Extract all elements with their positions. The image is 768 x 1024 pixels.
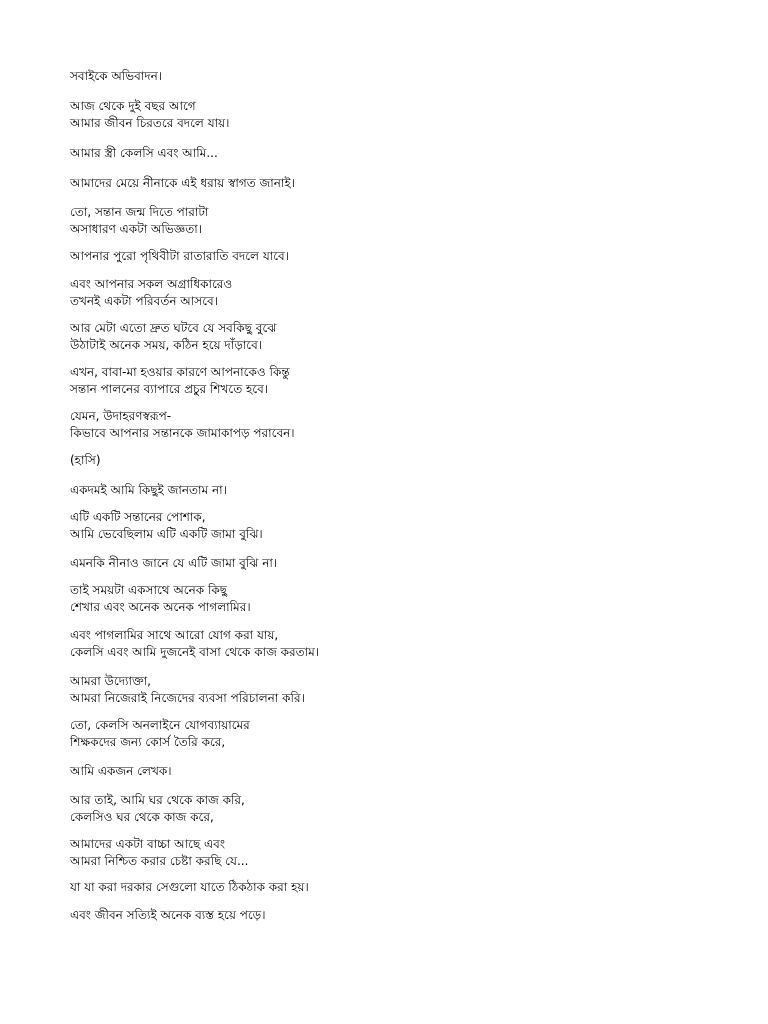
paragraph (70, 145, 218, 162)
paragraph (70, 364, 290, 398)
paragraph (70, 673, 305, 707)
paragraph (70, 763, 172, 780)
paragraph (70, 717, 250, 751)
text-line: যেমন, উদাহরণস্বরূপ- (70, 409, 172, 423)
paragraph (70, 555, 277, 572)
paragraph (70, 879, 309, 896)
text-line: আমাদের একটা বাচ্চা আছে এবং (70, 837, 225, 851)
text-line: আর মেটা এতো দ্রুত ঘটবে যে সবকিছু বুঝে (70, 321, 277, 335)
text-line: তো, কেলসি অনলাইনে যোগব্যায়ামের (70, 718, 250, 732)
paragraph (70, 204, 208, 238)
text-line: একদমই আমি কিছুই জানতাম না। (70, 483, 227, 497)
paragraph (70, 792, 245, 826)
text-line: কেলসি এবং আমি দুজনেই বাসা থেকে কাজ করতাম। (70, 645, 320, 659)
text-line: তখনই একটা পরিবর্তন আসবে। (70, 294, 219, 308)
paragraph (70, 408, 295, 442)
text-line: তো, সন্তান জন্ম দিতে পারাটা (70, 205, 209, 219)
text-line: সন্তান পালনের ব্যাপারে প্রচুর শিখতে হবে। (70, 382, 269, 396)
text-line: শিক্ষকদের জন্য কোর্স তৈরি করে, (70, 735, 226, 749)
paragraph (70, 320, 276, 354)
text-line: (হাসি) (70, 453, 101, 467)
text-line: আমরা নিশ্চিত করার চেষ্টা করছি যে... (70, 854, 249, 868)
paragraph (70, 276, 232, 310)
text-line: অসাধারণ একটা অভিজ্ঞতা। (70, 222, 203, 236)
text-line: এবং জীবন সত্যিই অনেক ব্যস্ত হয়ে পড়ে। (70, 908, 266, 922)
text-line: কিভাবে আপনার সন্তানকে জামাকাপড় পরাবেন। (70, 426, 295, 440)
paragraph (70, 175, 295, 192)
text-line: আমাদের মেয়ে নীনাকে এই ধরায় স্বাগত জানাই। (70, 176, 295, 190)
paragraph (70, 68, 162, 85)
text-line: আমি একজন লেখক। (70, 764, 172, 778)
text-line: আমার জীবন চিরতরে বদলে যায়। (70, 116, 230, 130)
paragraph (70, 98, 229, 132)
text-line: এমনকি নীনাও জানে যে এটি জামা বুঝি না। (70, 556, 278, 570)
text-line: এখন, বাবা-মা হওয়ার কারণে আপনাকেও কিন্তু (70, 365, 290, 379)
text-line: আমি ভেবেছিলাম এটি একটি জামা বুঝি। (70, 527, 263, 541)
text-line: সবাইকে অভিবাদন। (70, 69, 163, 83)
paragraph (70, 482, 227, 499)
text-line: আমার স্ত্রী কেলসি এবং আমি... (70, 146, 218, 160)
paragraph (70, 248, 289, 265)
paragraph (70, 627, 319, 661)
text-line: উঠাটাই অনেক সময়, কঠিন হয়ে দাঁড়াবে। (70, 338, 263, 352)
text-line: আমরা উদ্যোক্তা, (70, 674, 151, 688)
paragraph (70, 509, 263, 543)
text-line: এটি একটি সন্তানের পোশাক, (70, 510, 206, 524)
text-line: যা যা করা দরকার সেগুলো যাতে ঠিকঠাক করা হয়। (70, 880, 309, 894)
text-line: শেখার এবং অনেক অনেক পাগলামির। (70, 600, 251, 614)
text-line: কেলসিও ঘর থেকে কাজ করে, (70, 810, 214, 824)
paragraph (70, 582, 251, 616)
text-line: এবং আপনার সকল অগ্রাধিকারেও (70, 277, 233, 291)
text-line: আপনার পুরো পৃথিবীটা রাতারাতি বদলে যাবে। (70, 249, 290, 263)
text-line: আর তাই, আমি ঘর থেকে কাজ করি, (70, 793, 245, 807)
text-line: আজ থেকে দুই বছর আগে (70, 99, 196, 113)
text-line: তাই সময়টা একসাথে অনেক কিছু (70, 583, 228, 597)
paragraph (70, 836, 248, 870)
paragraph (70, 452, 101, 469)
text-line: এবং পাগলামির সাথে আরো যোগ করা যায়, (70, 628, 279, 642)
text-line: আমরা নিজেরাই নিজেদের ব্যবসা পরিচালনা করি। (70, 691, 305, 705)
paragraph (70, 907, 266, 924)
